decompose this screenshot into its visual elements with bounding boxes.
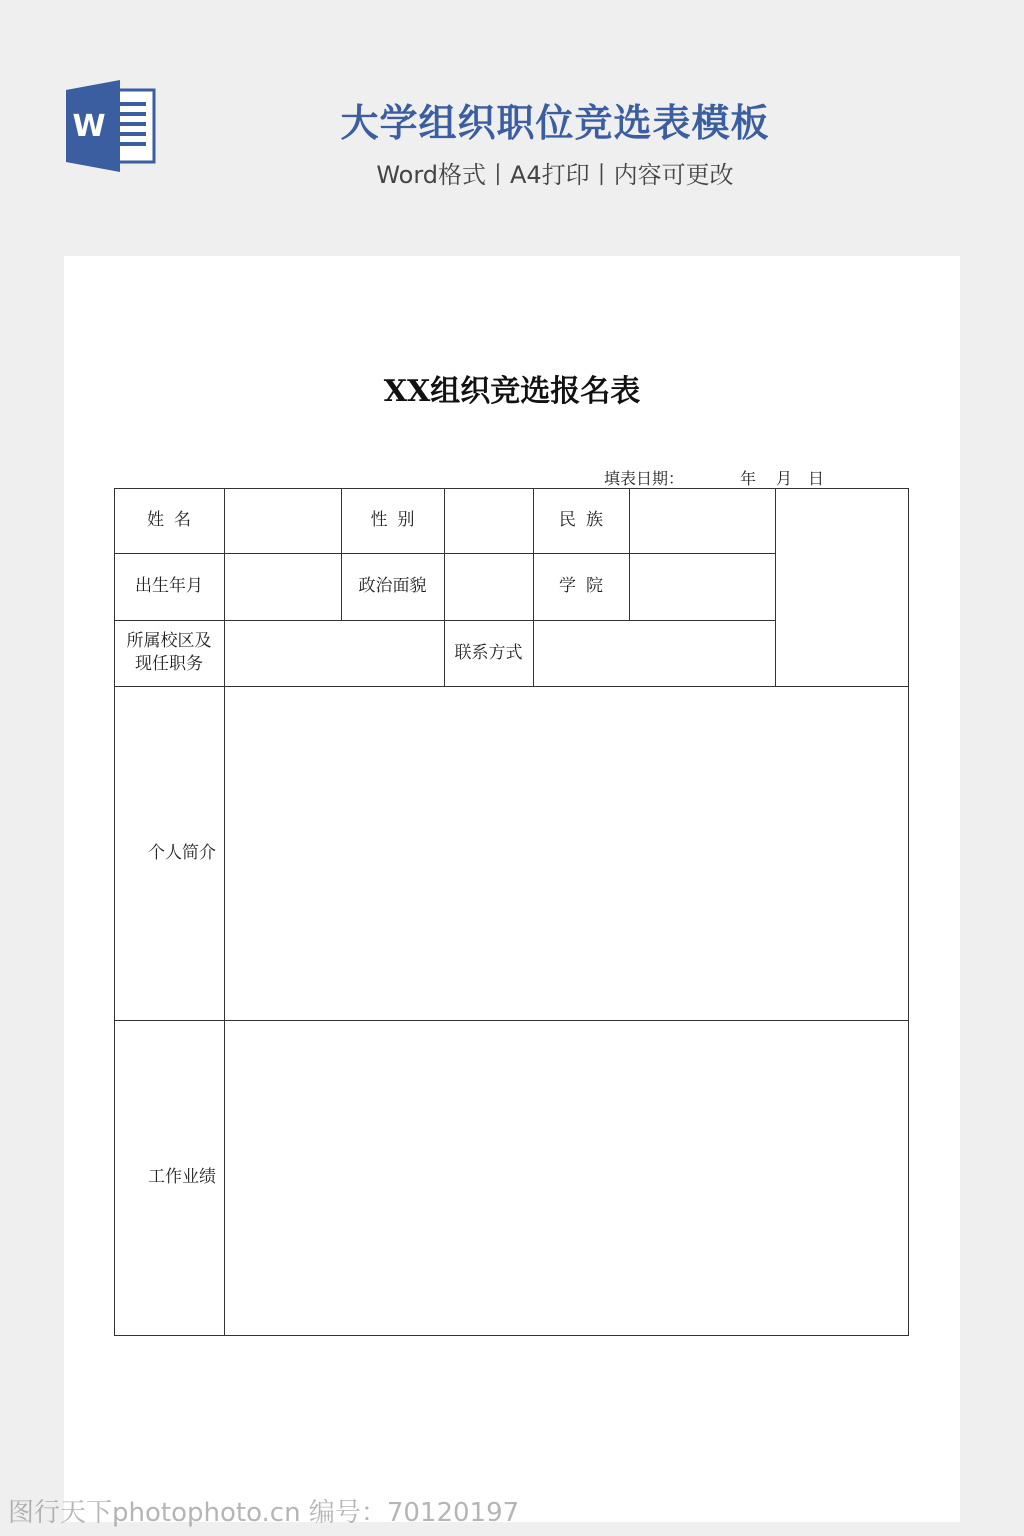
campus-label-line1: 所属校区及 (126, 631, 212, 651)
college-field[interactable] (630, 554, 775, 620)
gender-label: 性别 (370, 510, 425, 530)
form-title: XX组织竞选报名表 (383, 374, 641, 409)
name-label: 姓名 (147, 510, 201, 530)
page-title: 大学组织职位竞选表模板 (340, 101, 770, 145)
page-subtitle: Word格式丨A4打印丨内容可更改 (376, 161, 734, 189)
fill-date-label: 填表日期： (604, 469, 685, 488)
profile-field[interactable] (225, 687, 908, 1020)
document-sheet (64, 256, 960, 1522)
profile-label: 个人简介 (148, 842, 216, 863)
fill-date (604, 466, 824, 489)
fill-date-month: 月 (776, 469, 793, 488)
ethnicity-label: 民族 (559, 510, 613, 530)
photo-field[interactable] (776, 489, 908, 686)
table-border-bottom (114, 1335, 909, 1336)
table-border-right (908, 488, 909, 1336)
campus-position-label (114, 620, 224, 686)
word-icon-letter: W (72, 109, 106, 144)
contact-label: 联系方式 (454, 642, 523, 663)
achievements-field[interactable] (225, 1021, 908, 1335)
political-label: 政治面貌 (358, 576, 427, 596)
contact-field[interactable] (534, 621, 775, 686)
ethnicity-field[interactable] (630, 489, 775, 553)
watermark-text: 图行天下photophoto.cn 编号：70120197 (8, 1498, 520, 1528)
fill-date-day: 日 (808, 469, 825, 488)
registration-table (114, 488, 909, 1337)
gender-field[interactable] (445, 489, 533, 553)
campus-label-line2: 现任职务 (135, 654, 203, 674)
college-label: 学院 (559, 576, 613, 596)
political-field[interactable] (445, 554, 533, 620)
birth-label: 出生年月 (135, 576, 203, 596)
campus-position-field[interactable] (225, 621, 444, 686)
achievements-label: 工作业绩 (148, 1167, 216, 1187)
word-doc-icon (64, 80, 160, 172)
birth-field[interactable] (225, 554, 341, 620)
name-field[interactable] (225, 489, 341, 553)
fill-date-year: 年 (740, 469, 757, 488)
